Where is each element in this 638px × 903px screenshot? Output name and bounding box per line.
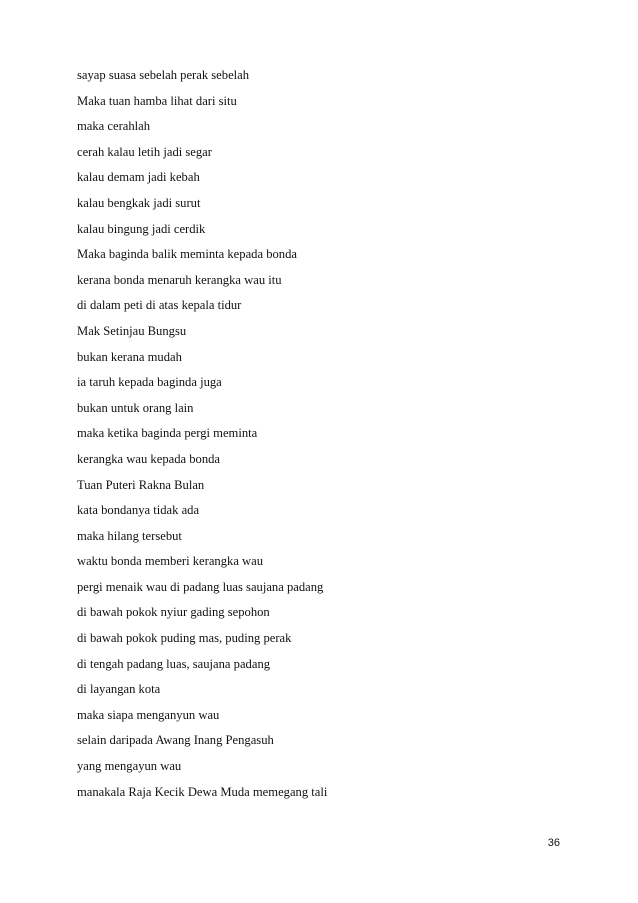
poem-line: di tengah padang luas, saujana padang	[77, 656, 271, 671]
poem-line: Tuan Puteri Rakna Bulan	[77, 477, 205, 492]
poem-line: maka cerahlah	[77, 119, 151, 134]
poem-line: di bawah pokok puding mas, puding perak	[77, 631, 292, 646]
poem-line: bukan kerana mudah	[77, 349, 182, 364]
poem-line: di layangan kota	[77, 682, 161, 697]
poem-text	[77, 63, 327, 805]
poem-line: yang mengayun wau	[77, 759, 182, 774]
poem-line: di bawah pokok nyiur gading sepohon	[77, 605, 270, 620]
poem-line: sayap suasa sebelah perak sebelah	[77, 68, 250, 82]
poem-line: kerana bonda menaruh kerangka wau itu	[77, 272, 282, 287]
poem-line: Maka baginda balik meminta kepada bonda	[77, 247, 297, 262]
poem-line: kalau bengkak jadi surut	[77, 195, 201, 210]
poem-line: waktu bonda memberi kerangka wau	[77, 554, 264, 569]
poem-line: manakala Raja Kecik Dewa Muda memegang tali	[77, 784, 328, 799]
poem-line: di dalam peti di atas kepala tidur	[77, 298, 242, 313]
poem-line: selain daripada Awang Inang Pengasuh	[77, 733, 274, 748]
poem-line: maka hilang tersebut	[77, 528, 182, 543]
poem-line: cerah kalau letih jadi segar	[77, 144, 212, 159]
poem-line: kalau demam jadi kebah	[77, 170, 200, 185]
poem-line: Maka tuan hamba lihat dari situ	[77, 93, 237, 108]
poem-line: pergi menaik wau di padang luas saujana padang	[77, 579, 324, 594]
page-number: 36	[547, 837, 560, 849]
poem-line: kalau bingung jadi cerdik	[77, 221, 206, 236]
poem-line: Mak Setinjau Bungsu	[77, 323, 187, 338]
poem-line: bukan untuk orang lain	[77, 400, 194, 415]
poem-line: maka siapa menganyun wau	[77, 707, 220, 722]
poem-line: kata bondanya tidak ada	[77, 503, 200, 518]
poem-line: maka ketika baginda pergi meminta	[77, 426, 258, 441]
poem-line: kerangka wau kepada bonda	[77, 451, 221, 466]
poem-line: ia taruh kepada baginda juga	[77, 375, 222, 390]
